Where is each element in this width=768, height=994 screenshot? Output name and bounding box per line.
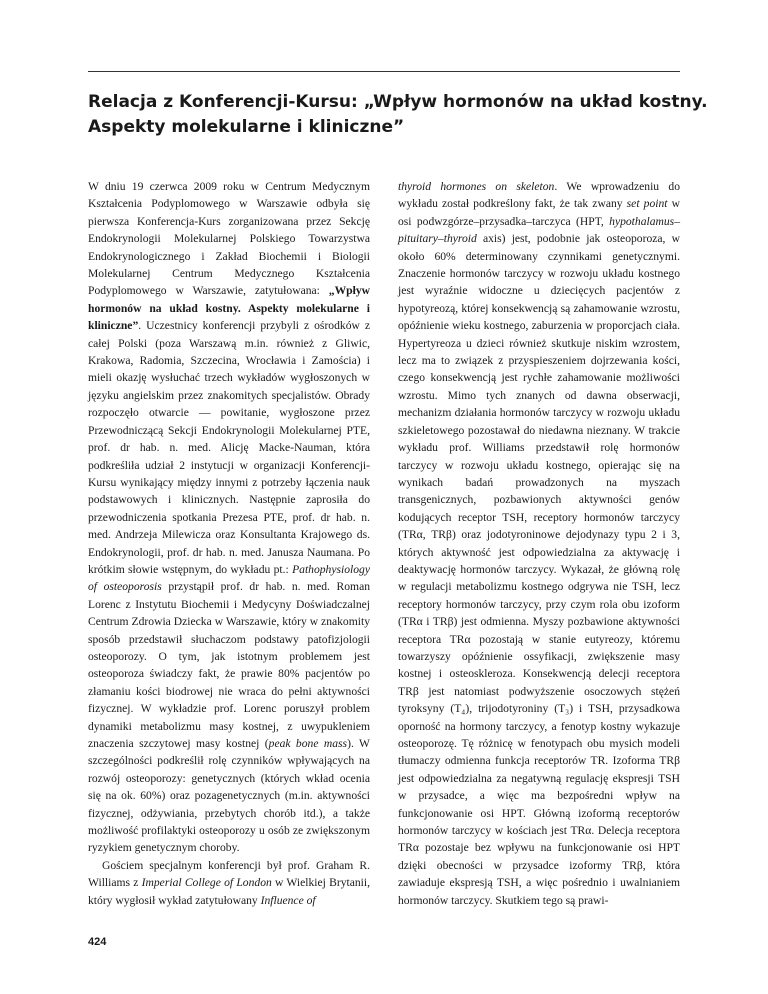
text-run: axis) jest, podobnie jak osteoporoza, w około 60% determinowany czynnikami genetycznymi. Znaczenie hormonów tarczycy w rozwoju układu kostnego jest wyraźnie widoczne u dziecięcych pacjentów z hypotyreozą, której konsekwencją są zahamowanie wzrostu, opóźnienie wieku kostnego, zaburzenia w proporcjach ciała. Hypertyreoza u dzieci również skutkuje niskim wzrostem, lecz ma to związek z przyspieszeniem dojrzewania kości, czego konsekwencją jest rychłe zahamowanie możliwości wzrostu. Mimo tych znanych od dawna obserwacji, mechanizm działania hormonów tarczycy w rozwoju układu szkieletowego pozostawał do niedawna nieznany. W trakcie wykładu prof. Williams przedstawił rolę hormonów tarczycy w rozwoju układu kostnego, opierając się na wynikach badań prowadzonych na myszach transgenicznych, pozbawionych aktywności genów kodujących receptor TSH, receptory hormonów tarczycy (TRα, TRβ) oraz jodotyroninowe dejodynazy typu 2 i 3, których aktywność jest odpowiedzialna za aktywację i deaktywację hormonów tarczycy. Wykazał, że główną rolę w regulacji metabolizmu kostnego odgrywa nie TSH, lecz receptory hormonów tarczycy, przy czym rola obu izoform (TRα i TRβ) jest odmienna. Myszy pozbawione aktywności receptora TRα pozostają w stanie eutyreozy, któremu towarzyszy opóźnienie ossyfikacji, zwiększenie masy kostnej i osteoskleroza. Konsekwencją delecji receptora TRβ jest natomiast podwyższenie osoczowych stężeń tyroksyny (T₄), trijodotyroniny (T₃) i TSH, przysadkowa oporność na hormony tarczycy, a fenotyp kostny wykazuje osteoporozę. Tę różnicę w fenotypach obu mysich modeli tłumaczy odmienna funkcja receptorów TR. Izoforma TRβ jest odpowiedzialna za negatywną regulację ekspresji TSH w przysadce, a więc ma bezpośredni wpływ na funkcjonowanie osi HPT. Główną izoformą receptorów hormonów tarczycy w kościach jest TRα. Delecja receptora TRα pozostaje bez wpływu na funkcjonowanie osi HPT dzięki obecności w przysadce izoformy TRβ, która zawiaduje ekspresją TSH, a więc pośrednio i uwalnianiem hormonów tarczycy. Skutkiem tego są prawi- [398,232,680,907]
text-run: W dniu 19 czerwca 2009 roku w Centrum Medycznym Kształcenia Podyplomowego w Warszawie odbyła się pierwsza Konferencja-Kurs zorganizowana przez Sekcję Endokrynologii Molekularnej Polskiego Towarzystwa Endokrynologicznego i Zakład Biochemii i Biologii Molekularnej Centrum Medycznego Kształcenia Podyplomowego w Warszawie, zatytułowana: [88,180,370,298]
text-run-italic: Pathophysiology of osteoporosis [88,562,370,594]
left-paragraph-2 [88,857,370,909]
text-run: Gościem specjalnym konferencji był prof. Graham R. Williams z [88,858,370,890]
right-paragraph-1 [398,178,680,909]
text-run: ). W szczególności podkreślił rolę czynników wpływających na rozwój osteoporozy: genetycznych (których wkład ocenia się na ok. 60%) oraz pozagenetycznych (m.in. aktywności fizycznej, odżywiania, przebytych chorób itd.), a także możliwość profilaktyki osteoporozy u osób ze zwiększonym ryzykiem genetycznym choroby. [88,737,370,855]
text-run: przystąpił prof. dr hab. n. med. Roman Lorenc z Instytutu Biochemii i Medycyny Doświadczalnej Centrum Zdrowia Dziecka w Warszawie, który w znakomity sposób przedstawił słuchaczom podstawy patofizjologii osteoporozy. O tym, jak istotnym problemem jest osteoporoza świadczy fakt, że prawie 80% pacjentów po złamaniu kości biodrowej nie wraca do pełni aktywności fizycznej. W wykładzie prof. Lorenc poruszył problem dynamiki metabolizmu masy kostnej, z uwypukleniem znaczenia szczytowej masy kostnej ( [88,580,371,750]
title-line-1: Relacja z Konferencji-Kursu: „Wpływ hormonów na układ kostny. [88,92,708,112]
text-run: . We wprowadzeniu do wykładu został podkreślony fakt, że tak zwany [398,180,680,211]
text-run-italic: thyroid hormones on skeleton [398,180,555,193]
left-paragraph-1 [88,178,370,857]
text-run-italic: hypothalamus–pituitary–thyroid [398,214,680,246]
text-run-bold: „Wpływ hormonów na układ kostny. Aspekty molekularne i kliniczne” [88,284,370,333]
text-run-italic: Imperial College of London [141,876,272,890]
page-number: 424 [88,936,107,948]
title-line-2: Aspekty molekularne i kliniczne” [88,117,405,137]
article-title [88,90,708,140]
right-column [398,178,680,909]
text-run: w Wielkiej Brytanii, który wygłosił wykład zatytułowany [88,876,370,907]
text-run-italic: set point [626,197,668,211]
left-column [88,178,370,909]
text-run: w osi podwzgórze–przysadka–tarczyca (HPT, [398,197,680,228]
text-run-italic: peak bone mass [268,737,348,750]
text-run: . Uczestnicy konferencji przybyli z ośrodków z całej Polski (poza Warszawą m.in. również z Gliwic, Krakowa, Radomia, Szczecina, Wrocławia i Zamościa) i mieli okazję wysłuchać trzech wykładów wygłoszonych w języku angielskim przez znakomitych specjalistów. Obrady rozpoczęło otwarcie — powitanie, wygłoszone przez Przewodniczącą Sekcji Endokrynologii Molekularnej PTE, prof. dr hab. n. med. Alicję Macke-Nauman, która podkreśliła udział 2 instytucji w organizacji Konferencji-Kursu wynikający między innymi z potrzeby łączenia nauk podstawowych i klinicznych. Następnie zaprosiła do przewodniczenia spotkania Prezesa PTE, prof. dr hab. n. med. Andrzeja Milewicza oraz Konsultanta Krajowego ds. Endokrynologii, prof. dr hab. n. med. Janusza Naumana. Po krótkim słowie wstępnym, do wykładu pt.: [88,319,370,576]
text-run-italic: Influence of [260,893,316,907]
header-rule [88,71,680,72]
